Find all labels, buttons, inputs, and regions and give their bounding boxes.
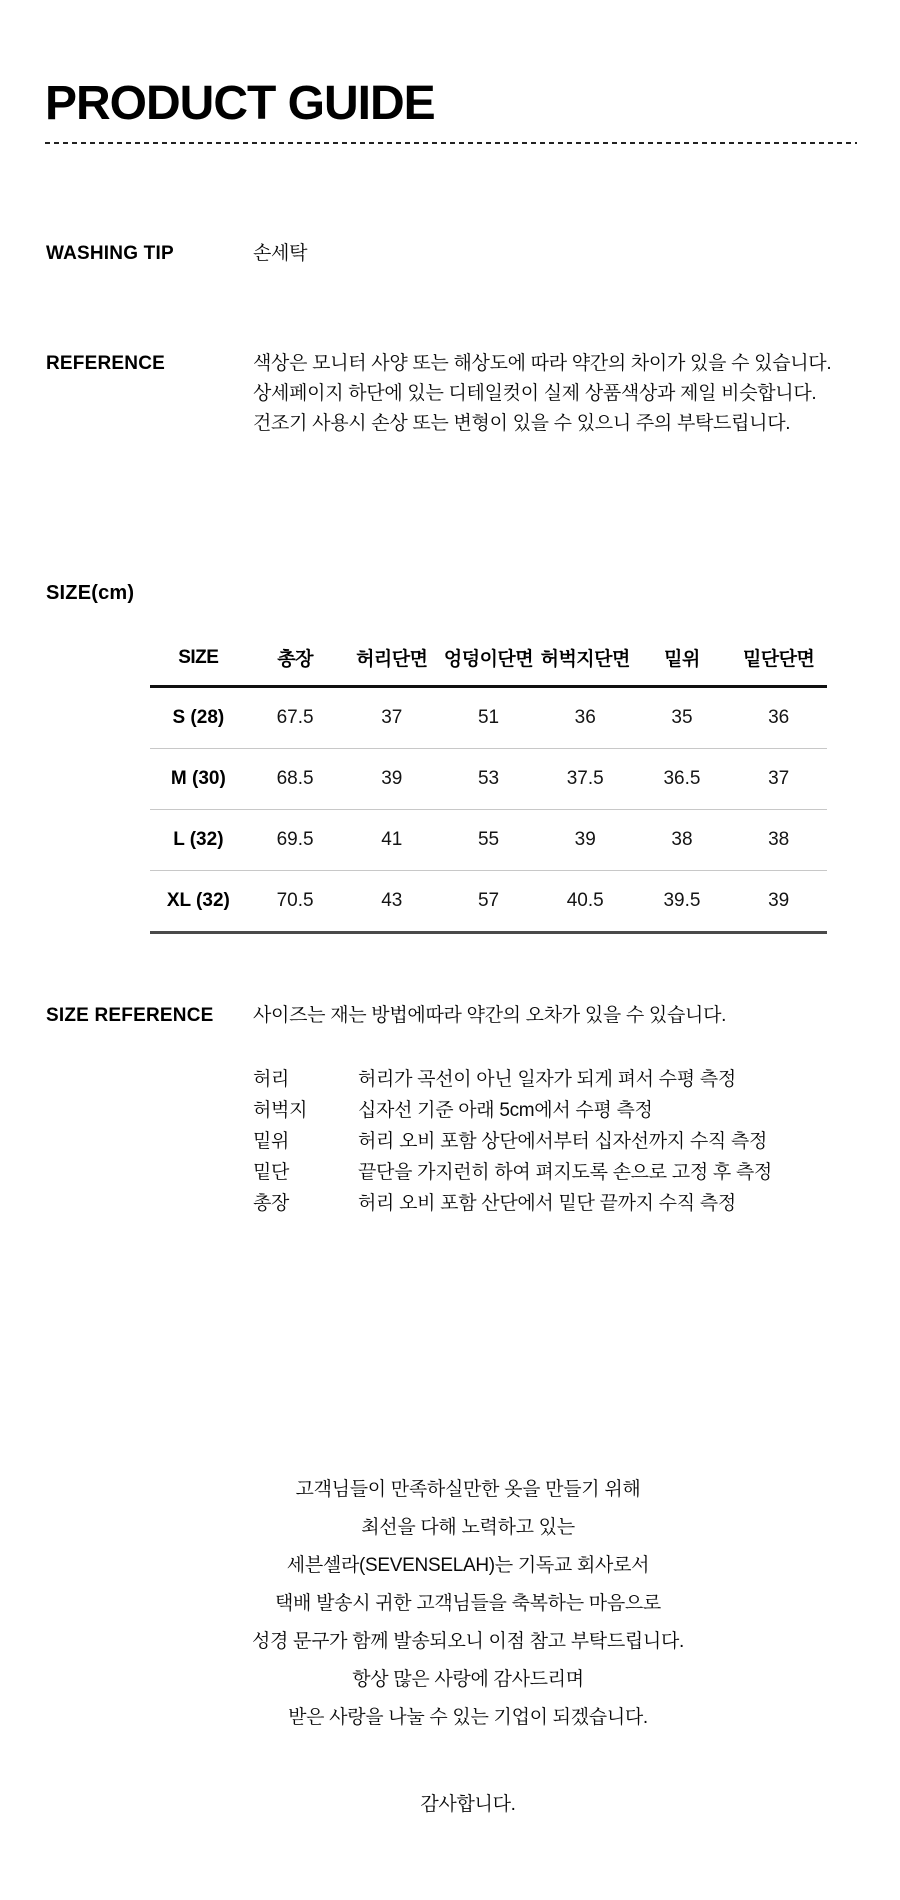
size-table-row [150, 749, 827, 810]
size-row-label: XL (32) [166, 890, 230, 911]
dashed-divider [45, 142, 857, 144]
size-table-header: SIZE [178, 646, 219, 668]
size-cell: 39.5 [663, 890, 701, 911]
size-row-label: M (30) [170, 768, 226, 789]
size-reference-label: SIZE REFERENCE [46, 1005, 214, 1026]
measure-desc: 끝단을 가지런히 하여 펴지도록 손으로 고정 후 측정 [358, 1162, 772, 1183]
reference-line: 상세페이지 하단에 있는 디테일컷이 실제 상품색상과 제일 비슷합니다. [253, 383, 817, 404]
size-cell: 70.5 [276, 890, 314, 911]
size-table-header: 밑위 [664, 649, 700, 670]
footer-message [36, 1471, 900, 1737]
size-cell: 37 [768, 768, 790, 789]
size-cell: 53 [477, 768, 500, 789]
size-cell: 51 [477, 707, 500, 728]
size-cell: 36 [574, 707, 596, 728]
size-section-label: SIZE(cm) [46, 582, 135, 604]
measure-item [253, 1126, 772, 1157]
measure-term: 허벅지 [253, 1100, 308, 1121]
footer-line: 성경 문구가 함께 발송되오니 이점 참고 부탁드립니다. [251, 1631, 685, 1652]
reference-line: 색상은 모니터 사양 또는 해상도에 따라 약간의 차이가 있을 수 있습니다. [253, 353, 832, 374]
measure-desc: 허리가 곡선이 아닌 일자가 되게 펴서 수평 측정 [358, 1069, 736, 1090]
measure-desc: 허리 오비 포함 상단에서부터 십자선까지 수직 측정 [358, 1131, 768, 1152]
footer-line: 택배 발송시 귀한 고객님들을 축복하는 마음으로 [275, 1593, 661, 1614]
size-cell: 35 [671, 707, 693, 728]
size-cell: 41 [381, 829, 403, 850]
measure-desc: 허리 오비 포함 산단에서 밑단 끝까지 수직 측정 [358, 1193, 736, 1214]
size-cell: 57 [477, 890, 500, 911]
measure-item [253, 1064, 772, 1095]
size-cell: 36.5 [663, 768, 701, 789]
size-cell: 67.5 [276, 707, 314, 728]
size-row-label: L (32) [173, 829, 224, 850]
size-table-row [150, 810, 827, 871]
measure-item [253, 1095, 772, 1126]
measure-item [253, 1188, 772, 1219]
size-cell: 38 [768, 829, 790, 850]
size-table [150, 630, 827, 934]
size-table-header-row [150, 630, 827, 688]
size-cell: 39 [768, 890, 790, 911]
size-cell: 69.5 [276, 829, 314, 850]
washing-tip-value: 손세탁 [253, 243, 308, 264]
size-cell: 68.5 [276, 768, 314, 789]
page-title: PRODUCT GUIDE [45, 77, 435, 130]
size-cell: 39 [574, 829, 596, 850]
size-table-row [150, 688, 827, 749]
measure-term: 밑위 [253, 1131, 290, 1152]
size-cell: 37 [381, 707, 403, 728]
footer-line: 세븐셀라(SEVENSELAH)는 기독교 회사로서 [286, 1555, 650, 1576]
size-table-row [150, 871, 827, 934]
measure-item [253, 1157, 772, 1188]
size-row-label: S (28) [172, 707, 225, 728]
footer-line: 고객님들이 만족하실만한 옷을 만들기 위해 [295, 1479, 641, 1500]
measure-desc: 십자선 기준 아래 5cm에서 수평 측정 [358, 1100, 653, 1121]
size-cell: 39 [381, 768, 403, 789]
washing-tip-label: WASHING TIP [46, 243, 174, 264]
measure-term: 밑단 [253, 1162, 290, 1183]
size-table-header: 총장 [277, 649, 313, 670]
measure-term: 총장 [253, 1193, 290, 1214]
footer-line: 받은 사랑을 나눌 수 있는 기업이 되겠습니다. [288, 1707, 648, 1728]
reference-label: REFERENCE [46, 353, 165, 374]
size-cell: 38 [671, 829, 693, 850]
footer-closing: 감사합니다. [420, 1794, 516, 1815]
measure-term: 허리 [253, 1069, 290, 1090]
size-reference-intro: 사이즈는 재는 방법에따라 약간의 오차가 있을 수 있습니다. [253, 1005, 727, 1026]
size-table-header: 엉덩이단면 [443, 649, 534, 670]
size-cell: 40.5 [566, 890, 604, 911]
reference-text [253, 349, 831, 439]
size-cell: 55 [477, 829, 500, 850]
size-table-header: 허리단면 [356, 649, 428, 670]
reference-line: 건조기 사용시 손상 또는 변형이 있을 수 있으니 주의 부탁드립니다. [253, 413, 791, 434]
size-cell: 43 [381, 890, 403, 911]
size-cell: 36 [768, 707, 790, 728]
size-table-header: 밑단단면 [742, 649, 815, 670]
footer-line: 최선을 다해 노력하고 있는 [361, 1517, 575, 1538]
size-cell: 37.5 [566, 768, 604, 789]
measure-list [253, 1064, 772, 1219]
size-table-header: 허벅지단면 [540, 649, 630, 670]
footer-line: 항상 많은 사랑에 감사드리며 [352, 1669, 584, 1690]
